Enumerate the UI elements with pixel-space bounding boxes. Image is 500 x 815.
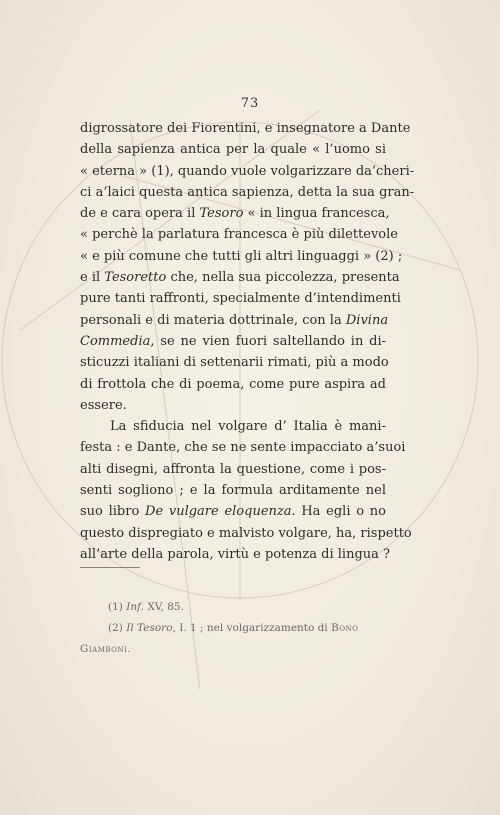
footnotes: [80, 597, 386, 660]
text-line: festa : e Dante, che se ne sente impacciato a’suoi: [80, 440, 406, 456]
footnote-continuation: Giamboni.: [80, 643, 131, 655]
text-line: « e più comune che tutti gli altri linguaggi » (2) ;: [80, 248, 403, 264]
text-line: di frottola che di poema, come pure aspira ad: [80, 376, 386, 392]
text-line: sticuzzi italiani di settenarii rimati, più a modo: [80, 355, 389, 371]
book-title-tesoretto: Tesoretto: [104, 270, 167, 286]
footnote: (1) Inf. XV, 85.: [108, 601, 184, 613]
text-line: de e cara opera il Tesoro « in lingua francesca,: [80, 206, 390, 222]
text-line: della sapienza antica per la quale « l’uomo si: [80, 142, 386, 158]
book-title-commedia: Commedia: [80, 333, 151, 349]
body-text: [80, 118, 415, 565]
text-line: pure tanti raffronti, specialmente d’intendimenti: [80, 291, 401, 307]
book-title-divina: Divina: [345, 312, 389, 328]
page-number: 73: [240, 96, 260, 111]
text-line: « eterna » (1), quando vuole volgarizzare da’cheri-: [80, 163, 415, 179]
text-line: La sfiducia nel volgare d’ Italia è mani-: [110, 419, 386, 435]
text-line: ci a’laici questa antica sapienza, detta la sua gran-: [80, 184, 415, 200]
text-line: personali e di materia dottrinale, con la Divina: [80, 312, 389, 328]
text-line: questo dispregiato e malvisto volgare, ha, rispetto: [80, 525, 412, 541]
text-line: alti disegni, affronta la questione, come i pos-: [80, 461, 386, 477]
footnote-divider: [80, 567, 140, 568]
text-line: essere.: [80, 397, 127, 413]
text-line: Commedia, se ne vien fuori saltellando in di-: [80, 333, 386, 349]
text-line: all’arte della parola, virtù e potenza di lingua ?: [80, 546, 391, 562]
footnote: (2) Il Tesoro, I. 1 ; nel volgarizzamento di Bono: [108, 622, 359, 634]
text-line: digrossatore dei Fiorentini, e insegnatore a Dante: [80, 121, 411, 136]
text-line: e il Tesoretto che, nella sua piccolezza, presenta: [80, 270, 400, 286]
book-title-tesoro: Tesoro: [199, 206, 244, 222]
book-title-vulgare: De vulgare eloquenza: [145, 504, 292, 520]
text-line: « perchè la parlatura francesca è più dilettevole: [80, 227, 398, 243]
text-line: senti sogliono ; e la formula arditamente nel: [80, 483, 386, 499]
text-line: suo libro De vulgare eloquenza. Ha egli o no: [80, 504, 386, 520]
